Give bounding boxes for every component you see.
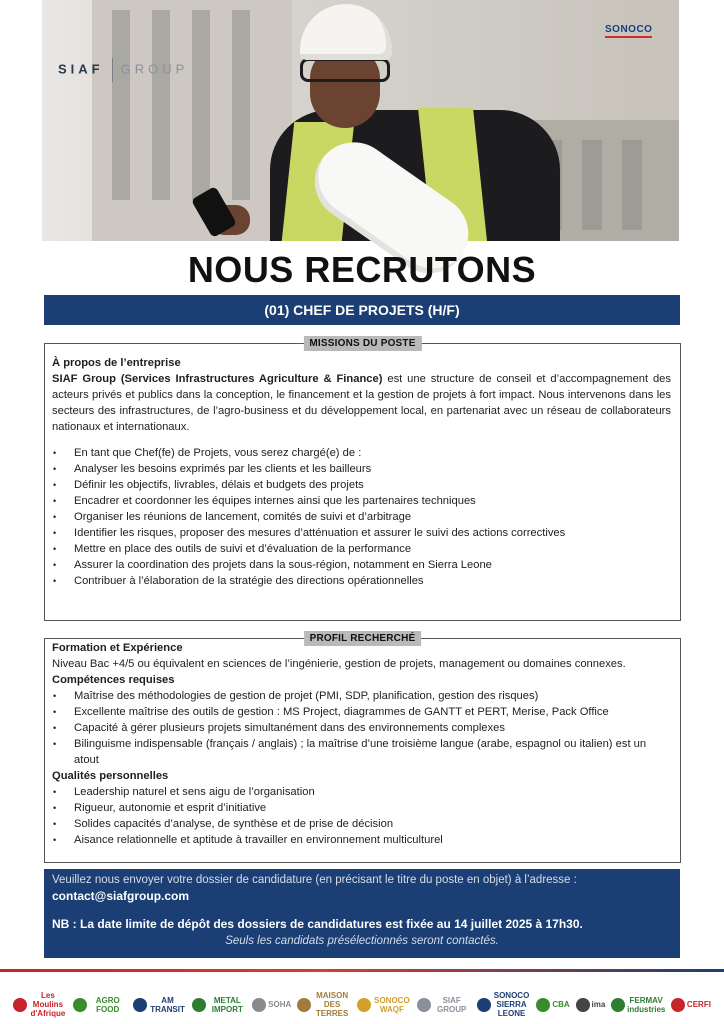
missions-list (52, 445, 671, 589)
list-item: • Excellente maîtrise des outils de gestion : MS Project, diagrammes de GANTT et PERT, Merise, Pack Office (52, 704, 671, 720)
footer-divider (0, 969, 724, 972)
list-item: • Analyser les besoins exprimés par les clients et les bailleurs (52, 461, 671, 477)
partner-logo (133, 996, 187, 1014)
logo-mark-icon (192, 998, 206, 1012)
partner-logo (576, 998, 606, 1012)
skills-list (52, 688, 671, 768)
logo-mark-icon (297, 998, 311, 1012)
list-item: • En tant que Chef(fe) de Projets, vous serez chargé(e) de : (52, 445, 671, 461)
application-instructions: Veuillez nous envoyer votre dossier de candidature (en précisant le titre du poste en objet) à l’adresse : (52, 874, 577, 886)
partner-logo-label: ima (591, 1000, 606, 1009)
about-heading: À propos de l’entreprise (52, 357, 181, 369)
page-title: NOUS RECRUTONS (187, 249, 537, 290)
partner-logo-label: SONOCO SIERRA LEONE (493, 991, 530, 1018)
list-item: • Assurer la coordination des projets dans la sous-région, notamment en Sierra Leone (52, 557, 671, 573)
list-item: • Mettre en place des outils de suivi et d’évaluation de la performance (52, 541, 671, 557)
logo-mark-icon (13, 998, 27, 1012)
logo-mark-icon (611, 998, 625, 1012)
contact-email-link[interactable]: contact@siafgroup.com (52, 889, 190, 903)
partner-logo-label: CERFI (686, 1000, 711, 1009)
qualities-list (52, 784, 671, 848)
partner-logo (13, 991, 67, 1018)
logo-mark-icon (671, 998, 685, 1012)
missions-tag: MISSIONS DU POSTE (303, 336, 421, 351)
profile-tag: PROFIL RECHERCHÉ (304, 631, 422, 646)
partner-logo (417, 996, 471, 1014)
logo-mark-icon (576, 998, 590, 1012)
partner-logos (0, 985, 724, 1024)
qualities-heading: Qualités personnelles (52, 770, 169, 782)
logo-mark-icon (133, 998, 147, 1012)
profile-section (44, 633, 681, 863)
list-item: • Leadership naturel et sens aigu de l’organisation (52, 784, 671, 800)
partner-logo (536, 998, 569, 1012)
formation-text: Niveau Bac +4/5 ou équivalent en sciences de l’ingénierie, gestion de projets, management ou domaines connexes. (52, 658, 626, 670)
partner-logo-label: SOHA (268, 1000, 292, 1009)
shortlist-note: Seuls les candidats présélectionnés seront contactés. (225, 935, 499, 947)
logo-mark-icon (477, 998, 491, 1012)
logo-mark-icon (417, 998, 431, 1012)
partner-logo (357, 996, 411, 1014)
list-item: • Définir les objectifs, livrables, délais et budgets des projets (52, 477, 671, 493)
formation-heading: Formation et Expérience (52, 642, 183, 654)
partner-logo (73, 996, 127, 1014)
about-paragraph: SIAF Group (Services Infrastructures Agriculture & Finance) est une structure de conseil et d’accompagnement des acteurs privés et publics dans la conception, le financement et la gestion de projets à fort impact. Nous intervenons dans les secteurs des infrastructures, de l’agro-business et du développement local, en partenariat avec un réseau de collaborateurs nationaux et internationaux. (52, 373, 671, 433)
logo-mark-icon (73, 998, 87, 1012)
partner-logo (671, 998, 711, 1012)
list-item: • Encadrer et coordonner les équipes internes ainsi que les partenaires techniques (52, 493, 671, 509)
list-item: • Identifier les risques, proposer des mesures d’atténuation et assurer le suivi des actions correctives (52, 525, 671, 541)
job-title-bar: (01) CHEF DE PROJETS (H/F) (44, 295, 680, 325)
list-item: • Aisance relationnelle et aptitude à travailler en environnement multiculturel (52, 832, 671, 848)
missions-section (44, 338, 681, 621)
application-box (44, 869, 680, 958)
list-item: • Maîtrise des méthodologies de gestion de projet (PMI, SDP, planification, gestion des risques) (52, 688, 671, 704)
partner-logo (611, 996, 665, 1014)
list-item: • Bilinguisme indispensable (français / anglais) ; la maîtrise d’une troisième langue (arabe, espagnol ou italien) est un atout (52, 736, 671, 768)
logo-mark-icon (357, 998, 371, 1012)
list-item: • Rigueur, autonomie et esprit d’initiative (52, 800, 671, 816)
partner-logo-label: METAL IMPORT (211, 995, 243, 1014)
logo-mark-icon (252, 998, 266, 1012)
deadline-note: NB : La date limite de dépôt des dossiers de candidatures est fixée au 14 juillet 2025 à 17h30. (52, 917, 583, 931)
list-item: • Organiser les réunions de lancement, comités de suivi et d’arbitrage (52, 509, 671, 525)
sonoco-logo: SONOCO (605, 24, 653, 35)
skills-heading: Compétences requises (52, 674, 175, 686)
partner-logo-label: AGRO FOOD (95, 995, 120, 1014)
partner-logo-label: CBA (552, 1000, 570, 1009)
partner-logo (297, 991, 351, 1018)
partner-logo (477, 991, 531, 1018)
partner-logo-label: MAISON DES TERRES (315, 991, 349, 1018)
list-item: • Contribuer à l’élaboration de la stratégie des directions opérationnelles (52, 573, 671, 589)
partner-logo-label: Les Moulins d'Afrique (30, 991, 66, 1018)
partner-logo-label: SIAF GROUP (437, 995, 467, 1014)
partner-logo (192, 996, 246, 1014)
partner-logo-label: FERMAV industries (627, 995, 666, 1014)
partner-logo (252, 998, 291, 1012)
partner-logo-label: SONOCO WAQF (374, 995, 410, 1014)
list-item: • Solides capacités d’analyse, de synthèse et de prise de décision (52, 816, 671, 832)
logo-mark-icon (536, 998, 550, 1012)
partner-logo-label: AM TRANSIT (150, 995, 185, 1014)
siaf-group-logo: SIAF GROUP (58, 58, 188, 82)
list-item: • Capacité à gérer plusieurs projets simultanément dans des environnements complexes (52, 720, 671, 736)
